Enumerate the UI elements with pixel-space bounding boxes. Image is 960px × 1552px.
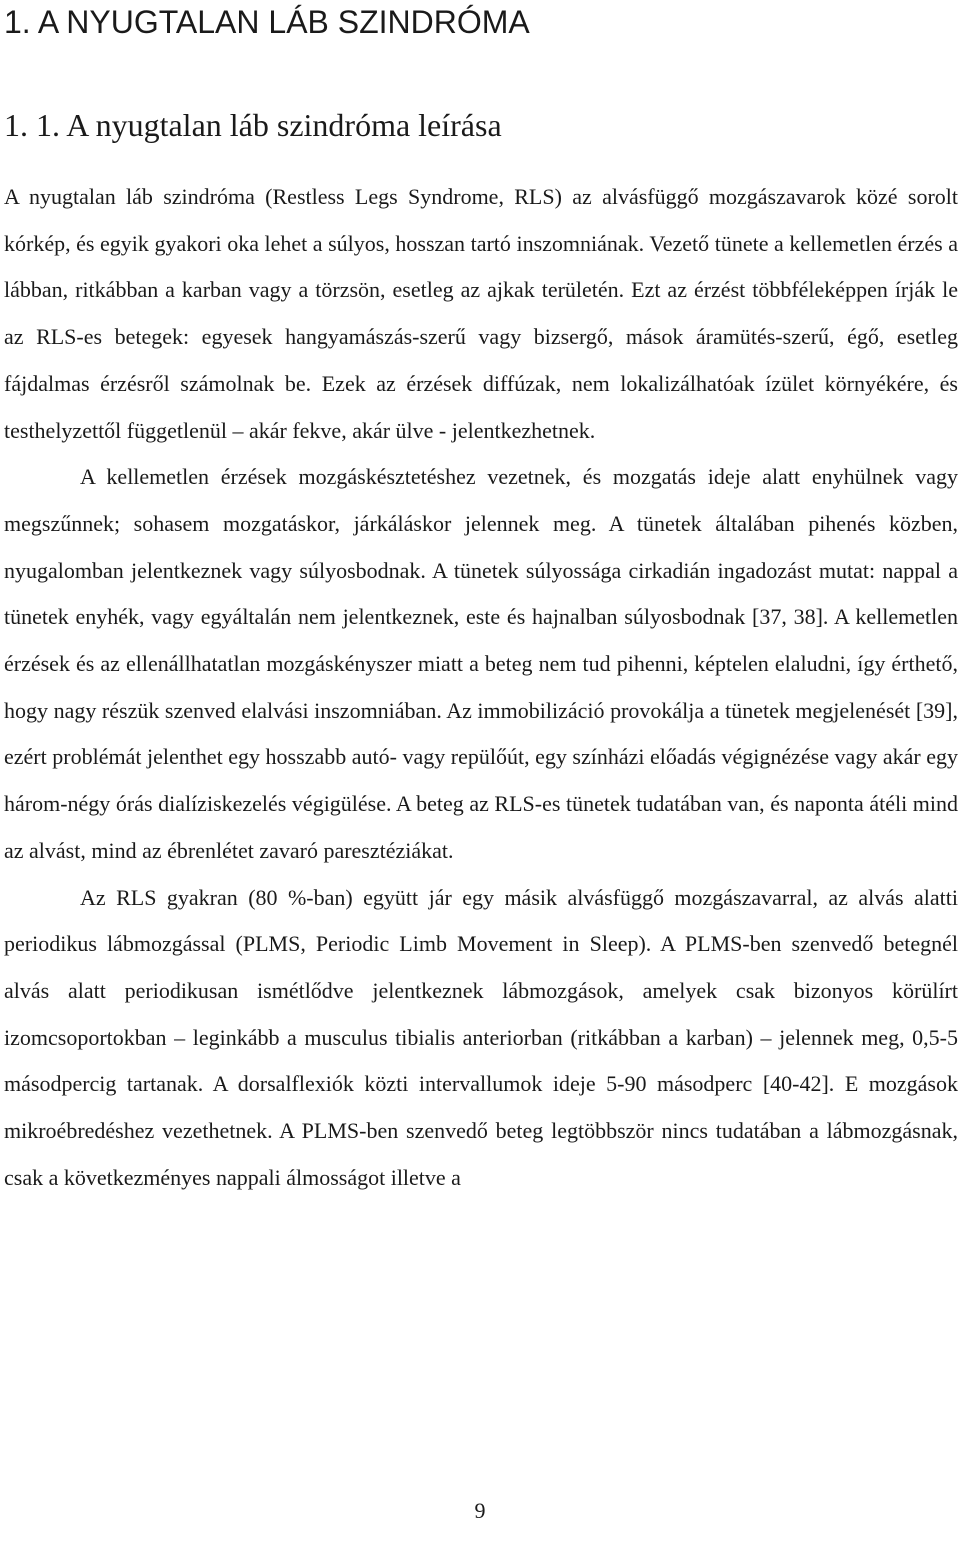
chapter-heading: 1. A NYUGTALAN LÁB SZINDRÓMA	[4, 4, 530, 40]
section-heading: 1. 1. A nyugtalan láb szindróma leírása	[4, 107, 502, 143]
paragraph-1: A nyugtalan láb szindróma (Restless Legs Syndrome, RLS) az alvásfüggő mozgászavarok közé sorolt kórkép, és egyik gyakori oka lehet a súlyos, hosszan tartó inszomniának. Vezető tünete a kellemetlen érzés a lábban, ritkábban a karban vagy a törzsön, esetleg az ajkak területén. Ezt az érzést többféleképpen írják le az RLS-es betegek: egyesek hangyamászás-szerű vagy bizsergő, mások áramütés-szerű, égő, esetleg fájdalmas érzésről számolnak be. Ezek az érzések diffúzak, nem lokalizálhatóak ízület környékére, és testhelyzettől függetlenül – akár fekve, akár ülve - jelentkezhetnek.	[4, 184, 958, 443]
page-number: 9	[474, 1498, 486, 1523]
paragraph-2: A kellemetlen érzések mozgáskésztetéshez vezetnek, és mozgatás ideje alatt enyhülnek vagy megszűnnek; sohasem mozgatáskor, járkáláskor jelennek meg. A tünetek általában pihenés közben, nyugalomban jelentkeznek vagy súlyosbodnak. A tünetek súlyossága cirkadián ingadozást mutat: nappal a tünetek enyhék, vagy egyáltalán nem jelentkeznek, este és hajnalban súlyosbodnak [37, 38]. A kellemetlen érzések és az ellenállhatatlan mozgáskényszer miatt a beteg nem tud pihenni, képtelen elaludni, így érthető, hogy nagy részük szenved elalvási inszomniában. Az immobilizáció provokálja a tünetek megjelenését [39], ezért problémát jelenthet egy hosszabb autó- vagy repülőút, egy színházi előadás végignézése vagy akár egy három-négy órás dialíziskezelés végigülése. A beteg az RLS-es tünetek tudatában van, és naponta átéli mind az alvást, mind az ébrenlétet zavaró paresztéziákat.	[4, 464, 958, 863]
paragraph-3: Az RLS gyakran (80 %-ban) együtt jár egy másik alvásfüggő mozgászavarral, az alvás alatti periodikus lábmozgással (PLMS, Periodic Limb Movement in Sleep). A PLMS-ben szenvedő betegnél alvás alatt periodikusan ismétlődve jelentkeznek lábmozgások, amelyek csak bizonyos körülírt izomcsoportokban – leginkább a musculus tibialis anteriorban (ritkábban a karban) – jelennek meg, 0,5-5 másodpercig tartanak. A dorsalflexiók közti intervallumok ideje 5-90 másodperc [40-42]. E mozgások mikroébredéshez vezethetnek. A PLMS-ben szenvedő beteg legtöbbször nincs tudatában a lábmozgásnak, csak a következményes nappali álmosságot illetve a	[4, 884, 958, 1190]
body-text	[4, 174, 958, 1201]
